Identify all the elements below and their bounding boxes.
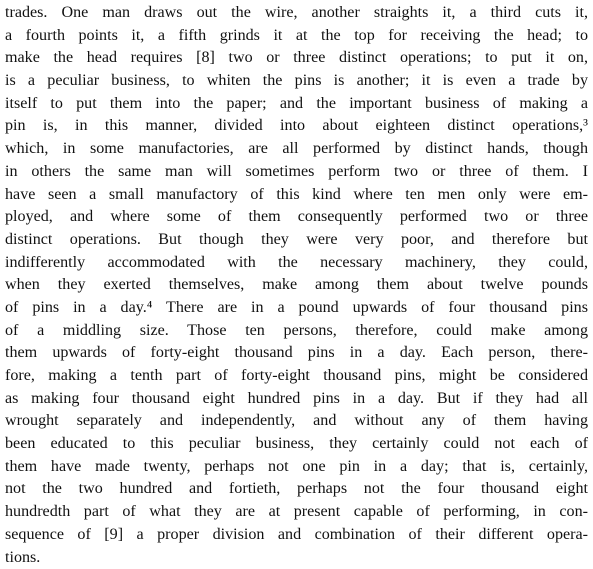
text-line: indifferently accommodated with the necessary machinery, they could, — [5, 252, 588, 275]
text-line: as making four thousand eight hundred pins in a day. But if they had all — [5, 388, 588, 411]
text-line: trades. One man draws out the wire, another straights it, a third cuts it, — [5, 2, 588, 25]
text-page — [5, 2, 588, 569]
text-line: is a peculiar business, to whiten the pins is another; it is even a trade by — [5, 70, 588, 93]
text-line: make the head requires [8] two or three distinct operations; to put it on, — [5, 47, 588, 70]
text-line: sequence of [9] a proper division and combination of their different opera- — [5, 524, 588, 547]
text-line: been educated to this peculiar business, they certainly could not each of — [5, 433, 588, 456]
text-line: have seen a small manufactory of this kind where ten men only were em- — [5, 184, 588, 207]
text-line: fore, making a tenth part of forty-eight thousand pins, might be considered — [5, 365, 588, 388]
text-line: itself to put them into the paper; and the important business of making a — [5, 93, 588, 116]
text-line: when they exerted themselves, make among them about twelve pounds — [5, 274, 588, 297]
text-line: tions. — [5, 547, 588, 569]
text-line: them upwards of forty-eight thousand pins in a day. Each person, there- — [5, 342, 588, 365]
text-line: them have made twenty, perhaps not one pin in a day; that is, certainly, — [5, 456, 588, 479]
text-line: hundredth part of what they are at present capable of performing, in con- — [5, 501, 588, 524]
body-paragraph — [5, 2, 588, 569]
text-line: of a middling size. Those ten persons, therefore, could make among — [5, 320, 588, 343]
text-line: which, in some manufactories, are all performed by distinct hands, though — [5, 138, 588, 161]
text-line: ployed, and where some of them consequently performed two or three — [5, 206, 588, 229]
text-line: wrought separately and independently, and without any of them having — [5, 410, 588, 433]
text-line: in others the same man will sometimes perform two or three of them. I — [5, 161, 588, 184]
text-line: not the two hundred and fortieth, perhaps not the four thousand eight — [5, 478, 588, 501]
text-line: pin is, in this manner, divided into about eighteen distinct operations,³ — [5, 115, 588, 138]
text-line: a fourth points it, a fifth grinds it at the top for receiving the head; to — [5, 25, 588, 48]
text-line: distinct operations. But though they were very poor, and therefore but — [5, 229, 588, 252]
text-line: of pins in a day.⁴ There are in a pound upwards of four thousand pins — [5, 297, 588, 320]
